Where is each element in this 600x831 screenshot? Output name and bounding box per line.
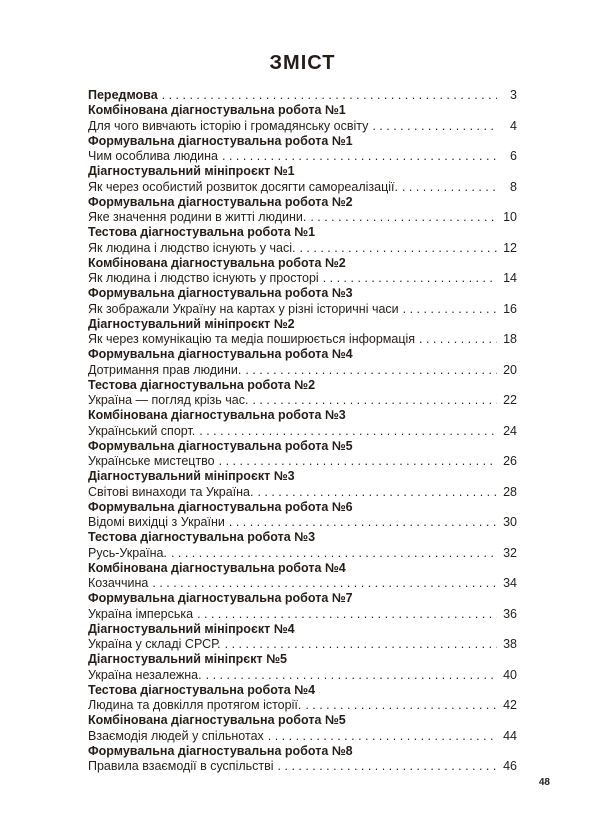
toc-entry (88, 271, 517, 286)
dot-leader (222, 149, 497, 164)
dot-leader (252, 393, 497, 408)
toc-entry (88, 561, 517, 576)
toc-entry-page: 10 (503, 210, 517, 224)
toc-entry-page: 3 (510, 88, 517, 102)
toc-entry (88, 607, 517, 622)
toc-entry-page: 22 (503, 393, 517, 407)
toc-entry-label: Діагностувальний мініпроєкт №4 (88, 621, 295, 636)
toc-entry (88, 225, 517, 240)
toc-entry-page: 34 (503, 576, 517, 590)
dot-leader (323, 271, 497, 286)
toc-list (88, 88, 517, 774)
dot-leader (206, 668, 497, 683)
toc-entry-page: 8 (510, 179, 517, 194)
toc-entry-label: Комбінована діагностувальна робота №2 (88, 255, 346, 270)
toc-entry (88, 515, 517, 530)
toc-entry (88, 683, 517, 698)
dot-leader (419, 332, 497, 347)
toc-entry (88, 195, 517, 210)
toc-entry (88, 393, 517, 408)
toc-entry-page: 40 (503, 667, 517, 682)
toc-entry-label: Формувальна діагностувальна робота №5 (88, 438, 353, 453)
toc-entry (88, 500, 517, 515)
toc-entry-label: Комбінована діагностувальна робота №1 (88, 103, 346, 118)
toc-entry (88, 576, 517, 591)
toc-entry (88, 164, 517, 179)
toc-entry-label: Україна — погляд крізь час. (88, 393, 249, 407)
toc-entry-label: Тестова діагностувальна робота №2 (88, 377, 316, 392)
toc-entry-label: Як людина і людство існують у часі. (88, 240, 296, 255)
toc-entry-label: Для чого вивчають історію і громадянську освіту (88, 118, 369, 133)
toc-entry (88, 759, 517, 774)
toc-entry (88, 668, 517, 683)
toc-entry (88, 530, 517, 545)
toc-entry-label: Формувальна діагностувальна робота №7 (88, 591, 353, 606)
toc-entry-label: Козаччина (88, 576, 149, 590)
toc-entry-label: Чим особлива людина (88, 149, 218, 163)
toc-entry (88, 256, 517, 271)
toc-entry-page: 12 (503, 240, 517, 255)
toc-entry (88, 424, 517, 439)
toc-entry-label: Комбінована діагностувальна робота №3 (88, 408, 346, 423)
toc-entry-label: Діагностувальний мініпроєкт №3 (88, 469, 295, 484)
toc-entry (88, 241, 517, 256)
toc-entry (88, 332, 517, 347)
toc-entry (88, 363, 517, 378)
toc-entry-page: 16 (503, 301, 517, 316)
toc-entry-page: 44 (503, 728, 517, 743)
toc-entry (88, 210, 517, 225)
toc-entry-label: Діагностувальний мініпрєкт №5 (88, 652, 287, 667)
toc-entry-page: 20 (503, 362, 517, 377)
toc-entry-page: 42 (503, 698, 517, 712)
dot-leader (219, 454, 497, 469)
toc-entry (88, 622, 517, 637)
toc-entry (88, 713, 517, 728)
toc-entry-label: Україна у складі СРСР. (88, 637, 221, 651)
toc-entry-label: Дотримання прав людини. (88, 362, 242, 377)
toc-entry (88, 744, 517, 759)
toc-entry-label: Комбінована діагностувальна робота №5 (88, 713, 346, 728)
dot-leader (257, 485, 497, 500)
toc-entry-label: Як людина і людство існують у просторі (88, 271, 319, 285)
toc-entry (88, 652, 517, 667)
toc-entry-label: Україна імперська (88, 606, 194, 621)
toc-entry (88, 546, 517, 561)
toc-entry-label: Як зображали Україну на картах у різні історичні часи (88, 301, 399, 316)
toc-entry-label: Формувальна діагностувальна робота №4 (88, 347, 353, 362)
toc-entry (88, 302, 517, 317)
toc-entry (88, 378, 517, 393)
toc-entry-label: Тестова діагностувальна робота №1 (88, 225, 316, 240)
dot-leader (152, 576, 497, 591)
toc-entry (88, 119, 517, 134)
toc-entry (88, 591, 517, 606)
toc-entry-page: 38 (503, 637, 517, 651)
toc-entry (88, 408, 517, 423)
page-title: ЗМІСТ (269, 52, 336, 74)
toc-entry-label: Український спорт. (88, 423, 196, 438)
toc-entry-page: 32 (503, 545, 517, 560)
dot-leader (229, 515, 497, 530)
toc-entry-page: 30 (503, 515, 517, 529)
toc-entry-label: Яке значення родини в житті людини. (88, 210, 307, 224)
toc-entry-label: Відомі вихідці з України (88, 515, 225, 529)
toc-entry (88, 180, 517, 195)
toc-entry (88, 439, 517, 454)
toc-entry-label: Формувальна діагностувальна робота №8 (88, 743, 353, 758)
toc-entry-page: 36 (503, 606, 517, 621)
toc-entry (88, 134, 517, 149)
toc-entry (88, 149, 517, 164)
toc-entry-label: Діагностувальний мініпроєкт №1 (88, 164, 295, 179)
toc-entry-label: Формувальна діагностувальна робота №6 (88, 499, 353, 514)
toc-entry-label: Як через комунікацію та медіа поширюється інформація (88, 332, 416, 346)
toc-entry-label: Як через особистий розвиток досягти самореалізації. (88, 179, 398, 194)
dot-leader (402, 180, 497, 195)
toc-entry (88, 454, 517, 469)
dot-leader (268, 729, 497, 744)
toc-entry (88, 469, 517, 484)
toc-entry (88, 637, 517, 652)
toc-entry-label: Формувальна діагностувальна робота №2 (88, 194, 353, 209)
dot-leader (225, 637, 497, 652)
toc-entry-label: Формувальна діагностувальна робота №1 (88, 133, 353, 148)
toc-entry (88, 729, 517, 744)
toc-entry-label: Українське мистецтво (88, 454, 215, 468)
dot-leader (171, 546, 497, 561)
toc-entry (88, 485, 517, 500)
toc-entry-page: 4 (510, 118, 517, 133)
toc-entry-page: 46 (503, 759, 517, 773)
dot-leader (245, 363, 497, 378)
dot-leader (310, 210, 497, 225)
toc-entry-label: Правила взаємодії в суспільстві (88, 759, 274, 773)
toc-entry-page: 14 (503, 271, 517, 285)
toc-entry-label: Діагностувальний мініпроєкт №2 (88, 316, 295, 331)
toc-entry-label: Тестова діагностувальна робота №3 (88, 530, 316, 545)
dot-leader (278, 759, 497, 774)
toc-entry-label: Русь-Україна. (88, 545, 167, 560)
toc-entry (88, 317, 517, 332)
toc-entry-label: Взаємодія людей у спільнотах (88, 728, 264, 743)
toc-entry-page: 24 (503, 423, 517, 438)
toc-entry-label: Передмова (88, 88, 158, 102)
page-number: 48 (538, 777, 550, 788)
dot-leader (299, 241, 497, 256)
toc-entry (88, 286, 517, 301)
toc-entry-label: Людина та довкілля протягом історії. (88, 698, 302, 712)
toc-entry-label: Світові винаходи та Україна. (88, 484, 254, 499)
toc-entry (88, 88, 517, 103)
toc-entry-page: 28 (503, 484, 517, 499)
toc-entry-label: Формувальна діагностувальна робота №3 (88, 286, 353, 301)
toc-entry-label: Комбінована діагностувальна робота №4 (88, 560, 346, 575)
dot-leader (305, 698, 497, 713)
dot-leader (403, 302, 497, 317)
dot-leader (162, 88, 497, 103)
toc-entry-label: Україна незалежна. (88, 667, 202, 682)
toc-entry-page: 18 (503, 332, 517, 346)
toc-entry-page: 26 (503, 454, 517, 468)
toc-entry (88, 103, 517, 118)
toc-entry-page: 6 (510, 149, 517, 163)
toc-entry (88, 698, 517, 713)
toc-entry (88, 347, 517, 362)
toc-entry-label: Тестова діагностувальна робота №4 (88, 682, 316, 697)
dot-leader (372, 119, 497, 134)
dot-leader (199, 424, 497, 439)
dot-leader (197, 607, 497, 622)
